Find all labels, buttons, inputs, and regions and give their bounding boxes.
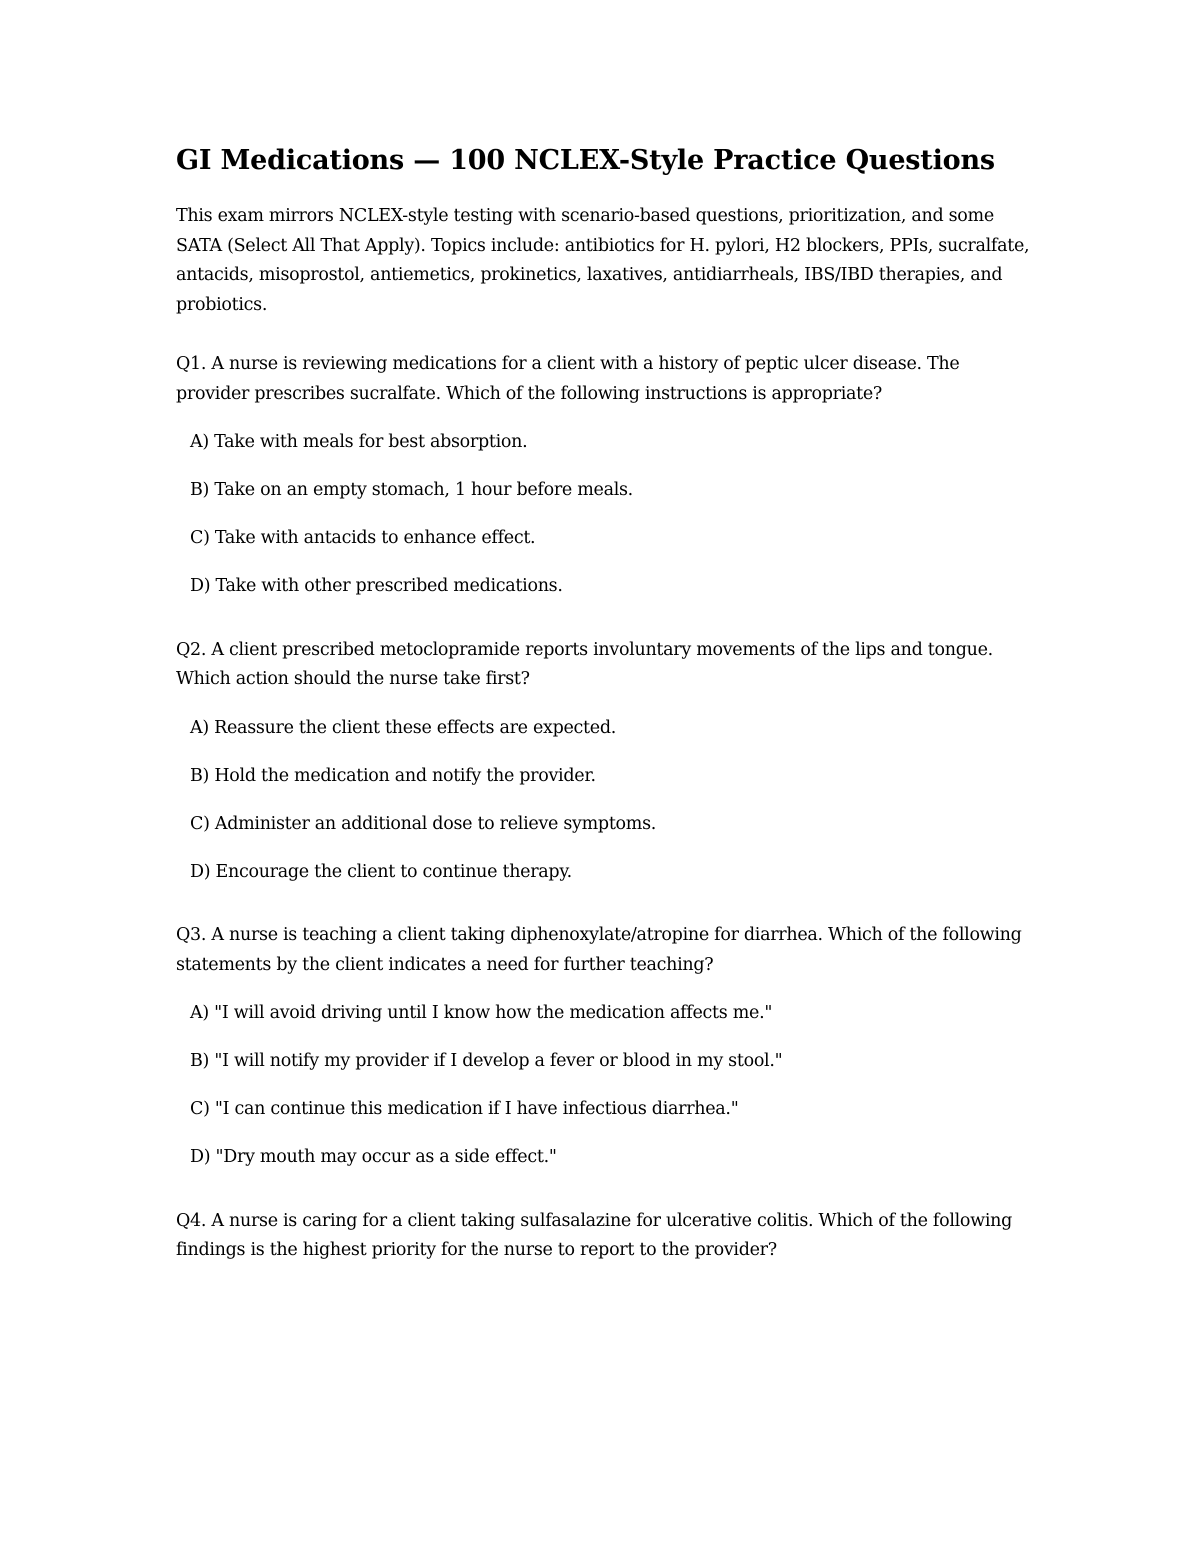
answer-option-c: C) Administer an additional dose to relieve symptoms. bbox=[190, 813, 657, 834]
answer-options bbox=[176, 428, 1036, 602]
answer-option-c: C) "I can continue this medication if I have infectious diarrhea." bbox=[190, 1099, 739, 1119]
answer-options bbox=[176, 714, 1036, 888]
answer-option-d: D) Take with other prescribed medications. bbox=[190, 576, 563, 596]
question-2 bbox=[176, 636, 1036, 888]
answer-option-a: A) Reassure the client these effects are expected. bbox=[190, 717, 617, 738]
question-3 bbox=[176, 921, 1036, 1173]
answer-option-d: D) Encourage the client to continue therapy. bbox=[190, 861, 572, 882]
answer-option-a: A) "I will avoid driving until I know how the medication affects me." bbox=[190, 1003, 773, 1023]
question-stem: Q1. A nurse is reviewing medications for a client with a history of peptic ulcer disease. The provider prescribes sucralfate. Which of the following instructions is appropriate? bbox=[176, 354, 960, 404]
document-title: GI Medications — 100 NCLEX-Style Practice Questions bbox=[176, 145, 995, 176]
answer-option-a: A) Take with meals for best absorption. bbox=[190, 432, 528, 452]
question-list bbox=[176, 350, 1036, 1266]
answer-option-b: B) Take on an empty stomach, 1 hour before meals. bbox=[190, 480, 633, 500]
question-4 bbox=[176, 1207, 1036, 1266]
answer-options bbox=[176, 999, 1036, 1173]
question-stem: Q2. A client prescribed metoclopramide reports involuntary movements of the lips and tongue. Which action should the nurse take first? bbox=[176, 639, 993, 689]
question-stem: Q3. A nurse is teaching a client taking diphenoxylate/atropine for diarrhea. Which of the following statements by the client indicates a need for further teaching? bbox=[176, 925, 1022, 975]
question-1 bbox=[176, 350, 1036, 602]
answer-option-d: D) "Dry mouth may occur as a side effect." bbox=[190, 1147, 557, 1167]
document-page bbox=[176, 136, 1036, 1266]
question-stem: Q4. A nurse is caring for a client taking sulfasalazine for ulcerative colitis. Which of the following findings is the highest priority for the nurse to report to the provider? bbox=[176, 1210, 1013, 1260]
answer-option-b: B) "I will notify my provider if I develop a fever or blood in my stool." bbox=[190, 1051, 783, 1071]
answer-option-c: C) Take with antacids to enhance effect. bbox=[190, 528, 536, 548]
answer-option-b: B) Hold the medication and notify the provider. bbox=[190, 765, 596, 786]
intro-paragraph: This exam mirrors NCLEX-style testing with scenario-based questions, prioritization, and some SATA (Select All That Apply). Topics include: antibiotics for H. pylori, H2 blockers, PPIs, sucralfate, antacids, misoprostol, antiemetics, prokinetics, laxatives, antidiarrheals, IBS/IBD therapies, and probiotics. bbox=[176, 206, 1030, 315]
